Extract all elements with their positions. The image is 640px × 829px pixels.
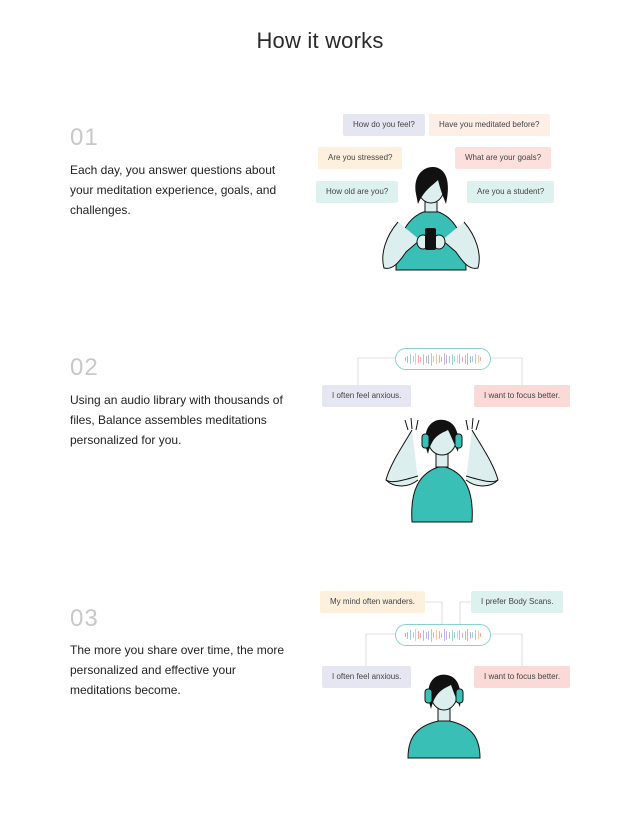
- page-title: How it works: [256, 28, 384, 53]
- soundwave-bar: [475, 630, 476, 640]
- soundwave-bar: [441, 633, 442, 638]
- answer-bubble: I often feel anxious.: [322, 385, 411, 407]
- question-bubble: How old are you?: [316, 181, 398, 203]
- question-bubble: Are you stressed?: [318, 147, 402, 169]
- step-description: Using an audio library with thousands of files, Balance assembles meditations personalized for you.: [70, 393, 283, 447]
- soundwave-bar: [472, 632, 473, 638]
- soundwave-bar: [470, 632, 471, 639]
- soundwave-bar: [423, 630, 424, 641]
- soundwave-bar: [457, 631, 458, 639]
- step-number: 03: [70, 605, 99, 632]
- answer-bubble: I want to focus better.: [474, 385, 570, 407]
- question-bubble: Have you meditated before?: [429, 114, 550, 136]
- answer-bubble: My mind often wanders.: [320, 591, 425, 613]
- soundwave-bar: [452, 630, 453, 641]
- soundwave-bar: [439, 631, 440, 639]
- soundwave-icon: [395, 624, 491, 646]
- soundwave-bar: [478, 631, 479, 639]
- person-with-headphones-illustration: [404, 670, 484, 760]
- question-bubble: What are your goals?: [455, 147, 551, 169]
- soundwave-bar: [436, 630, 437, 640]
- soundwave-bar: [428, 631, 429, 640]
- step-description: Each day, you answer questions about your meditation experience, goals, and challenges.: [70, 163, 277, 217]
- soundwave-bar: [413, 632, 414, 638]
- step-description: The more you share over time, the more personalized and effective your meditations become.: [70, 643, 285, 697]
- answer-bubble: I often feel anxious.: [322, 666, 411, 688]
- soundwave-bar: [467, 629, 468, 641]
- answer-bubble: I prefer Body Scans.: [471, 591, 563, 613]
- soundwave-bar: [418, 631, 419, 639]
- question-bubble: How do you feel?: [343, 114, 425, 136]
- soundwave-bar: [410, 630, 411, 640]
- soundwave-bar: [465, 631, 466, 640]
- question-bubble: Are you a student?: [467, 181, 554, 203]
- soundwave-bar: [405, 633, 406, 637]
- soundwave-bar: [433, 632, 434, 638]
- answer-bubble: I want to focus better.: [474, 666, 570, 688]
- step-number: 01: [70, 124, 99, 151]
- soundwave-bar: [480, 633, 481, 637]
- soundwave-bar: [459, 630, 460, 640]
- soundwave-bar: [454, 632, 455, 638]
- soundwave-bar: [462, 633, 463, 638]
- soundwave-bar: [431, 629, 432, 642]
- soundwave-bar: [444, 629, 445, 641]
- soundwave-bar: [446, 631, 447, 640]
- soundwave-bar: [420, 633, 421, 638]
- soundwave-bar: [407, 632, 408, 639]
- step-number: 02: [70, 354, 99, 381]
- soundwave-bar: [449, 632, 450, 639]
- soundwave-bar: [415, 629, 416, 641]
- soundwave-bar: [426, 632, 427, 639]
